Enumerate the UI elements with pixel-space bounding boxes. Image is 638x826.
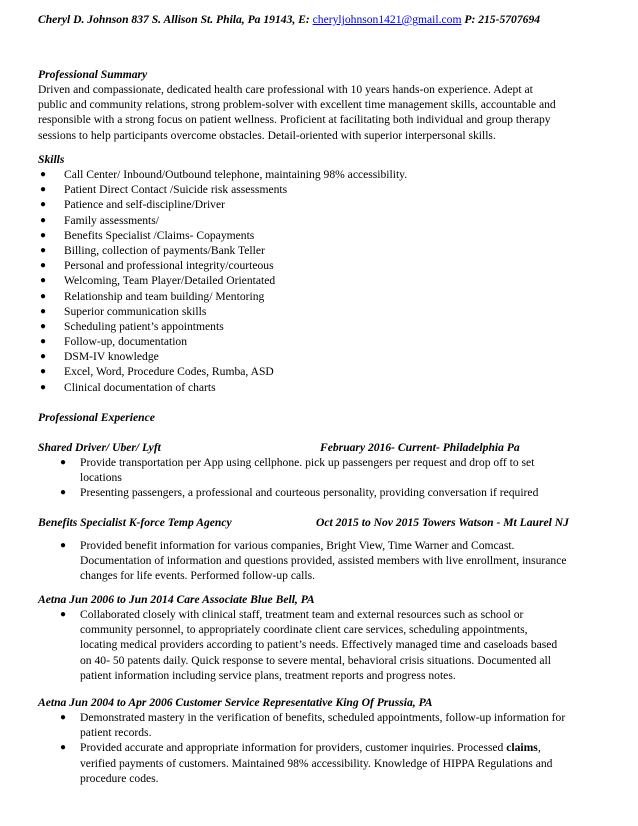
email-link[interactable]: cheryljohnson1421@gmail.com <box>312 13 462 26</box>
summary-line: Driven and compassionate, dedicated health care professional with 10 years hands-on experience. Adept at <box>38 83 533 96</box>
duty-item: ● Demonstrated mastery in the verification of benefits, scheduled appointments, follow-up information for patient records. <box>60 711 566 740</box>
claims-bold: claims <box>506 741 538 755</box>
bullet-icon: ● <box>40 199 47 211</box>
skills-list <box>38 167 407 395</box>
bullet-icon: ● <box>40 275 47 287</box>
job1-title: Shared Driver/ Uber/ Lyft <box>38 441 161 454</box>
job3-header: Aetna Jun 2006 to Jun 2014 Care Associate Blue Bell, PA <box>38 593 315 606</box>
bullet-icon: ● <box>40 260 47 272</box>
skill-item: ● Follow-up, documentation <box>40 335 188 349</box>
job1-header <box>38 440 598 455</box>
skill-item: ● Patient Direct Contact /Suicide risk assessments <box>40 183 288 197</box>
bullet-icon: ● <box>40 381 47 393</box>
job3-duties <box>60 607 600 683</box>
bullet-icon: ● <box>40 184 47 196</box>
name-address: Cheryl D. Johnson 837 S. Allison St. Phila, Pa 19143, E: <box>38 13 313 26</box>
skill-item: ● Call Center/ Inbound/Outbound telephone, maintaining 98% accessibility. <box>40 168 408 181</box>
bullet-icon: ● <box>40 366 47 378</box>
skill-item: ● Superior communication skills <box>40 304 207 318</box>
summary-line: sessions to help participants overcome obstacles. Detail-oriented with superior interpersonal skills. <box>38 128 496 142</box>
summary-text <box>38 82 600 143</box>
bullet-icon: ● <box>60 609 67 620</box>
job2-title: Benefits Specialist K-force Temp Agency <box>38 516 232 529</box>
job1-dates: February 2016- Current- Philadelphia Pa <box>320 441 520 454</box>
summary-line: responsible with a strong focus on patient wellness. Proficient at facilitating both individual and group therapy <box>38 113 551 127</box>
skill-item: ● Family assessments/ <box>40 213 160 227</box>
skill-item: ● Excel, Word, Procedure Codes, Rumba, ASD <box>40 365 274 379</box>
skill-item: ● Clinical documentation of charts <box>40 380 216 394</box>
bullet-icon: ● <box>60 712 67 723</box>
bullet-icon: ● <box>40 229 47 241</box>
bullet-icon: ● <box>40 320 47 332</box>
summary-title: Professional Summary <box>38 68 148 81</box>
skill-item: ● Welcoming, Team Player/Detailed Orientated <box>40 274 276 288</box>
duty-item: ● Provide transportation per App using cellphone. pick up passengers per request and drop off to set locations <box>60 456 535 485</box>
job2-duties <box>60 538 600 584</box>
experience-title: Professional Experience <box>38 411 155 424</box>
summary-line: public and community relations, strong problem-solver with excellent time management skills, accountable and <box>38 98 556 112</box>
phone: P: 215-5707694 <box>464 13 541 26</box>
skill-item: ● DSM-IV knowledge <box>40 350 159 364</box>
bullet-icon: ● <box>40 351 47 363</box>
job1-duties <box>60 455 600 501</box>
bullet-icon: ● <box>60 457 67 468</box>
skills-title: Skills <box>38 153 65 166</box>
duty-item: ● Presenting passengers, a professional and courteous personality, providing conversation if required <box>60 486 539 500</box>
skill-item: ● Patience and self-discipline/Driver <box>40 198 225 212</box>
bullet-icon: ● <box>40 336 47 348</box>
bullet-icon: ● <box>60 540 67 551</box>
bullet-icon: ● <box>60 742 67 754</box>
skill-item: ● Billing, collection of payments/Bank Teller <box>40 243 265 257</box>
skill-item: ● Relationship and team building/ Mentoring <box>40 289 265 303</box>
bullet-icon: ● <box>40 305 47 317</box>
bullet-icon: ● <box>40 214 47 226</box>
job4-header: Aetna Jun 2004 to Apr 2006 Customer Service Representative King Of Prussia, PA <box>38 696 433 709</box>
duty-item: ● Provided benefit information for various companies, Bright View, Time Warner and Comcast. Documentation of information and questions provided, assisted members with live enrollment, insurance changes for life events. Performed follow-up calls. <box>60 539 567 583</box>
skill-item: ● Personal and professional integrity/courteous <box>40 259 274 273</box>
job2-header <box>38 515 598 530</box>
duty-item: ● Provided accurate and appropriate information for providers, customer inquiries. Processed claims, verified payments of customers. Maintained 98% accessibility. Knowledge of HIPPA Regulations and procedure codes. <box>60 741 553 785</box>
bullet-icon: ● <box>40 290 47 302</box>
skill-item: ● Scheduling patient’s appointments <box>40 319 224 333</box>
bullet-icon: ● <box>40 244 47 256</box>
job4-duties <box>60 710 600 786</box>
bullet-icon: ● <box>60 487 67 499</box>
job2-dates: Oct 2015 to Nov 2015 Towers Watson - Mt Laurel NJ <box>316 516 569 529</box>
duty-item: ● Collaborated closely with clinical staff, treatment team and external resources such as school or community personnel, to appropriately coordinate client care services, scheduling appointments, locating medical providers according to patient’s needs. Effectively managed time and caseloads based on 40- 50 patents daily. Quick response to severe mental, behavioral crisis situations. Documented all patient information including service plans, treatment reports and progress notes. <box>60 608 558 682</box>
bullet-icon: ● <box>40 169 47 180</box>
contact-header <box>38 12 628 27</box>
skill-item: ● Benefits Specialist /Claims- Copayments <box>40 228 255 242</box>
